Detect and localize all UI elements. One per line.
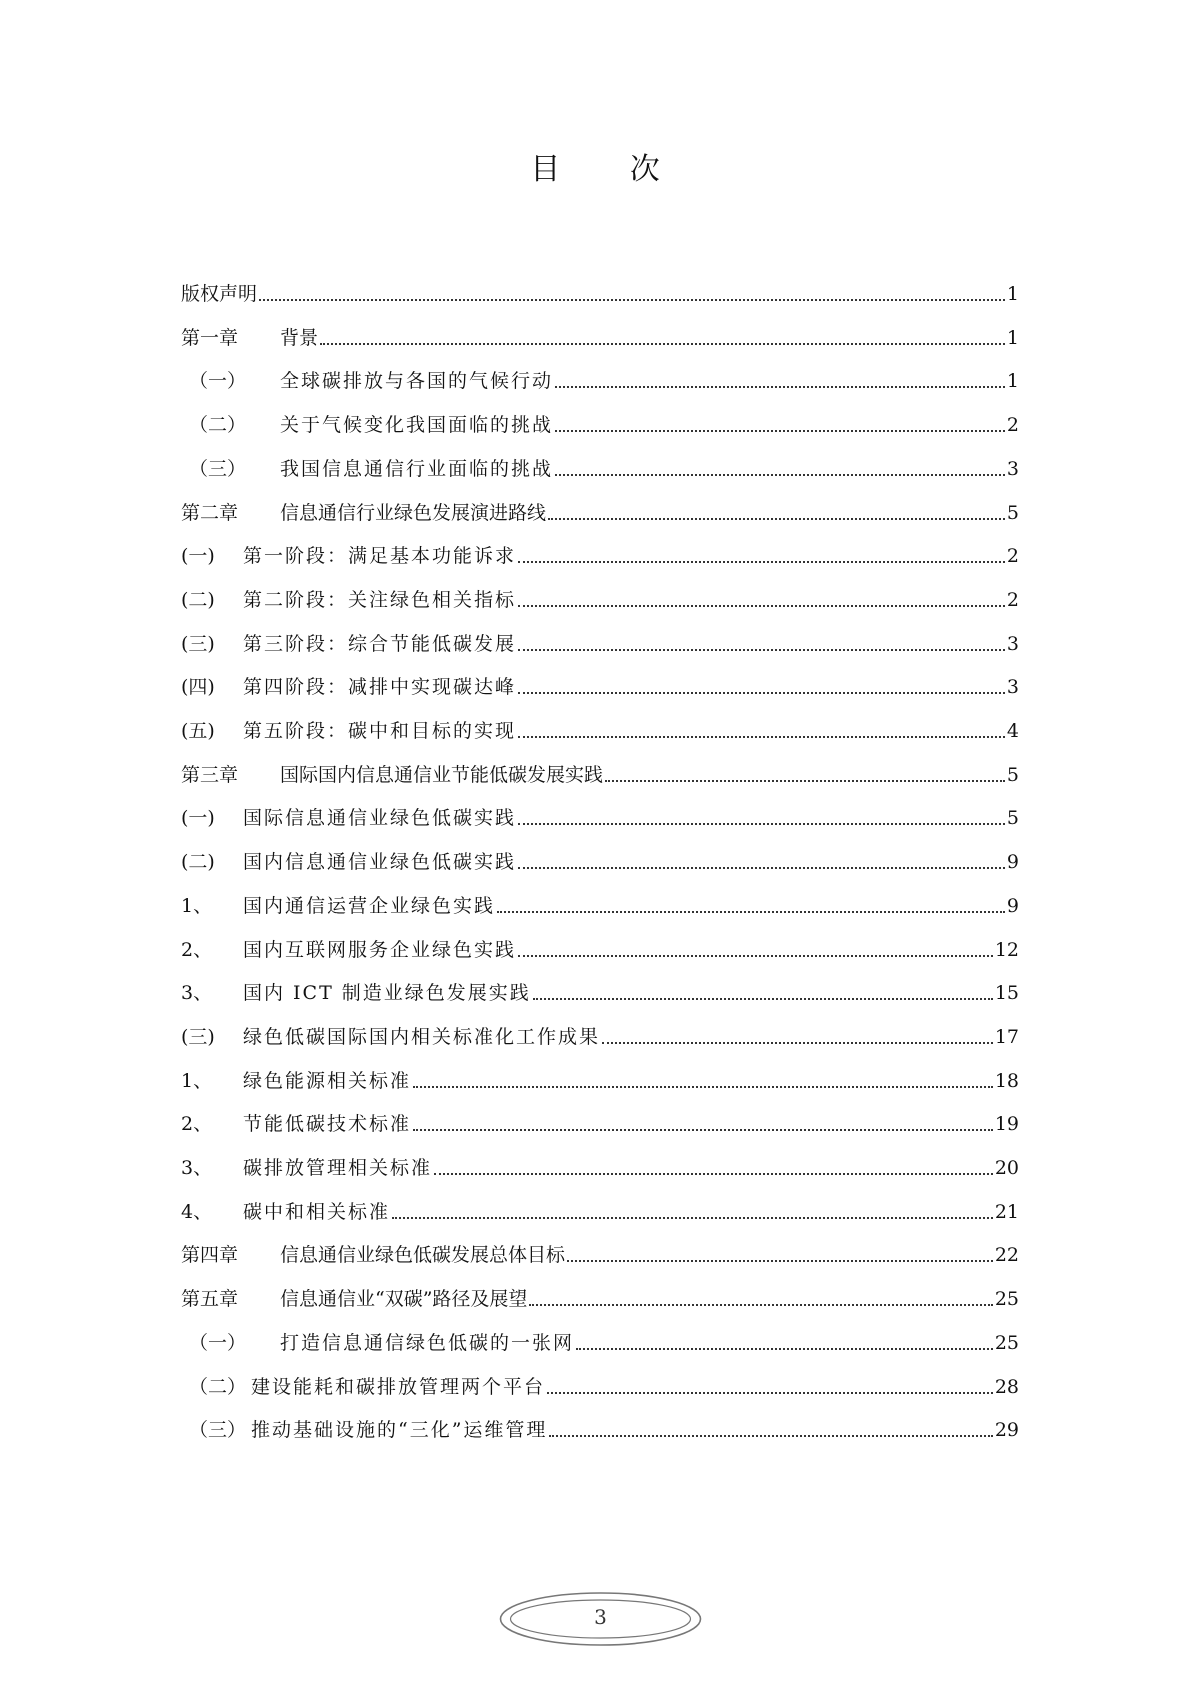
page-number: 3 bbox=[594, 1605, 607, 1629]
toc-leader-dots bbox=[518, 560, 1005, 563]
toc-entry[interactable] bbox=[181, 363, 1019, 393]
toc-entry[interactable] bbox=[181, 495, 1019, 525]
toc-entry-title: 背景 bbox=[280, 326, 319, 349]
toc-entry-number: (二) bbox=[181, 588, 215, 611]
toc-entry-page: 20 bbox=[994, 1157, 1019, 1179]
toc-entry-page: 3 bbox=[1006, 676, 1019, 699]
toc-entry-page: 12 bbox=[994, 938, 1019, 961]
toc-entry-title: 我国信息通信行业面临的挑战 bbox=[280, 457, 554, 480]
toc-entry-title: 第五阶段：碳中和目标的实现 bbox=[243, 720, 517, 742]
toc-entry[interactable] bbox=[181, 975, 1019, 1005]
toc-leader-dots bbox=[533, 997, 993, 1000]
toc-leader-dots bbox=[413, 1085, 993, 1088]
toc-entry-page: 22 bbox=[994, 1244, 1019, 1267]
toc-entry-number: 4、 bbox=[181, 1200, 213, 1223]
toc-entry[interactable] bbox=[181, 932, 1019, 962]
toc-entry[interactable] bbox=[181, 407, 1019, 437]
toc-entry-page: 4 bbox=[1006, 720, 1019, 742]
toc-leader-dots bbox=[518, 822, 1005, 825]
toc-entry[interactable] bbox=[181, 582, 1019, 612]
toc-leader-dots bbox=[497, 910, 1005, 913]
toc-leader-dots bbox=[518, 954, 993, 957]
toc-leader-dots bbox=[518, 735, 1005, 738]
toc-entry-number: 2、 bbox=[181, 938, 213, 961]
toc-entry[interactable] bbox=[181, 1019, 1019, 1049]
toc-entry-title: 碳中和相关标准 bbox=[243, 1200, 391, 1223]
toc-leader-dots bbox=[548, 517, 1005, 520]
toc-leader-dots bbox=[547, 1391, 993, 1394]
toc-entry-page: 1 bbox=[1006, 283, 1019, 305]
toc-entry[interactable] bbox=[181, 1194, 1019, 1224]
toc-entry-number: (四) bbox=[181, 676, 215, 699]
toc-leader-dots bbox=[518, 604, 1005, 607]
toc-entry-number: 第一章 bbox=[181, 326, 239, 349]
toc-entry-page: 1 bbox=[1006, 326, 1019, 349]
toc-entry[interactable] bbox=[181, 451, 1019, 481]
toc-entry-page: 17 bbox=[994, 1025, 1019, 1048]
toc-entry-page: 15 bbox=[994, 982, 1019, 1005]
toc-leader-dots bbox=[413, 1128, 993, 1131]
toc-entry-title: 第三阶段：综合节能低碳发展 bbox=[243, 632, 517, 655]
toc-entry-number: （三） bbox=[189, 457, 247, 480]
toc-entry-page: 2 bbox=[1006, 588, 1019, 611]
toc-entry-number: (一) bbox=[181, 807, 215, 830]
toc-entry-title: 版权声明 bbox=[181, 283, 258, 305]
toc-entry[interactable] bbox=[181, 1281, 1019, 1311]
toc-entry-title: 国内互联网服务企业绿色实践 bbox=[243, 938, 517, 961]
toc-entry[interactable] bbox=[181, 1063, 1019, 1093]
toc-entry[interactable] bbox=[181, 320, 1019, 350]
toc-leader-dots bbox=[434, 1172, 993, 1175]
toc-entry-page: 29 bbox=[994, 1419, 1019, 1442]
toc-entry-page: 25 bbox=[994, 1331, 1019, 1354]
toc-entry[interactable] bbox=[181, 1237, 1019, 1267]
toc-entry-number: 2、 bbox=[181, 1113, 213, 1136]
toc-entry[interactable] bbox=[181, 800, 1019, 830]
toc-entry-number: 3、 bbox=[181, 1157, 213, 1179]
toc-entry[interactable] bbox=[181, 1150, 1019, 1180]
toc-entry[interactable] bbox=[181, 626, 1019, 656]
toc-entry[interactable] bbox=[181, 757, 1019, 787]
toc-entry-page: 3 bbox=[1006, 457, 1019, 480]
toc-entry[interactable] bbox=[181, 888, 1019, 918]
toc-entry[interactable] bbox=[181, 1325, 1019, 1355]
toc-leader-dots bbox=[555, 473, 1005, 476]
toc-entry-title: 国内信息通信业绿色低碳实践 bbox=[243, 851, 517, 874]
toc-entry-title: 国内通信运营企业绿色实践 bbox=[243, 894, 496, 917]
toc-entry-number: 3、 bbox=[181, 982, 213, 1005]
toc-entry-number: (一) bbox=[181, 545, 215, 568]
toc-entry-title: 国际国内信息通信业节能低碳发展实践 bbox=[280, 763, 604, 786]
toc-entry[interactable] bbox=[181, 1369, 1019, 1399]
toc-entry[interactable] bbox=[181, 669, 1019, 699]
toc-entry[interactable] bbox=[181, 844, 1019, 874]
toc-leader-dots bbox=[518, 691, 1005, 694]
toc-entry[interactable] bbox=[181, 276, 1019, 306]
toc-leader-dots bbox=[518, 648, 1005, 651]
toc-entry-title: 国际信息通信业绿色低碳实践 bbox=[243, 807, 517, 830]
toc-entry-page: 3 bbox=[1006, 632, 1019, 655]
toc-entry-number: 第五章 bbox=[181, 1288, 239, 1311]
toc-entry-page: 2 bbox=[1006, 545, 1019, 568]
toc-leader-dots bbox=[576, 1347, 993, 1350]
toc-entry-title: 绿色低碳国际国内相关标准化工作成果 bbox=[243, 1025, 601, 1048]
toc-entry-page: 25 bbox=[994, 1288, 1019, 1311]
toc-entry-page: 2 bbox=[1006, 414, 1019, 437]
toc-entry-title: 信息通信行业绿色发展演进路线 bbox=[280, 501, 547, 524]
toc-entry-page: 18 bbox=[994, 1069, 1019, 1092]
toc-entry[interactable] bbox=[181, 1106, 1019, 1136]
toc-entry-page: 5 bbox=[1006, 501, 1019, 524]
toc-entry-number: (三) bbox=[181, 1025, 215, 1048]
toc-entry-title: 第二阶段：关注绿色相关指标 bbox=[243, 588, 517, 611]
toc-entry-page: 19 bbox=[994, 1113, 1019, 1136]
page-title: 目 次 bbox=[530, 152, 690, 187]
toc-entry-number: (二) bbox=[181, 851, 215, 874]
toc-entry-number: 1、 bbox=[181, 894, 213, 917]
toc-entry-title: 全球碳排放与各国的气候行动 bbox=[280, 370, 554, 393]
toc-entry-number: 1、 bbox=[181, 1069, 213, 1092]
toc-entry-page: 5 bbox=[1006, 763, 1019, 786]
toc-entry-number: 第二章 bbox=[181, 501, 239, 524]
toc-entry-number: 第四章 bbox=[181, 1244, 239, 1267]
toc-entry-title: 推动基础设施的“三化”运维管理 bbox=[251, 1419, 548, 1442]
toc-entry-page: 28 bbox=[994, 1375, 1019, 1398]
toc-entry-number: 第三章 bbox=[181, 763, 239, 786]
toc-entry-page: 1 bbox=[1006, 370, 1019, 393]
toc-entry[interactable] bbox=[181, 713, 1019, 743]
toc-entry-title: 关于气候变化我国面临的挑战 bbox=[280, 414, 554, 437]
toc-entry[interactable] bbox=[181, 1412, 1019, 1442]
toc-leader-dots bbox=[320, 342, 1005, 345]
toc-entry-title: 打造信息通信绿色低碳的一张网 bbox=[280, 1331, 575, 1354]
toc-leader-dots bbox=[259, 298, 1005, 301]
toc-entry-number: （三） bbox=[189, 1419, 247, 1442]
toc-leader-dots bbox=[567, 1259, 993, 1262]
toc-entry-title: 信息通信业绿色低碳发展总体目标 bbox=[280, 1244, 566, 1267]
toc-entry-title: 国内 ICT 制造业绿色发展实践 bbox=[243, 982, 531, 1005]
toc-entry-page: 9 bbox=[1006, 894, 1019, 917]
toc-entry-number: （二） bbox=[189, 1375, 247, 1398]
toc-entry-title: 建设能耗和碳排放管理两个平台 bbox=[251, 1375, 546, 1398]
toc-entry-number: （一） bbox=[189, 370, 247, 393]
toc-entry-page: 9 bbox=[1006, 851, 1019, 874]
toc-entry-number: (三) bbox=[181, 632, 215, 655]
toc-entry-page: 5 bbox=[1006, 807, 1019, 830]
toc-entry-title: 第四阶段：减排中实现碳达峰 bbox=[243, 676, 517, 699]
toc-leader-dots bbox=[555, 429, 1005, 432]
toc-leader-dots bbox=[518, 866, 1005, 869]
toc-entry-page: 21 bbox=[994, 1200, 1019, 1223]
toc-entry-title: 绿色能源相关标准 bbox=[243, 1069, 412, 1092]
toc-entry[interactable] bbox=[181, 538, 1019, 568]
toc-entry-title: 节能低碳技术标准 bbox=[243, 1113, 412, 1136]
toc-entry-title: 信息通信业“双碳”路径及展望 bbox=[280, 1288, 528, 1311]
toc-entry-title: 第一阶段：满足基本功能诉求 bbox=[243, 545, 517, 568]
toc-leader-dots bbox=[555, 385, 1005, 388]
toc-leader-dots bbox=[605, 779, 1005, 782]
toc-leader-dots bbox=[602, 1041, 993, 1044]
toc-leader-dots bbox=[529, 1303, 992, 1306]
toc-entry-title: 碳排放管理相关标准 bbox=[243, 1157, 433, 1179]
toc-leader-dots bbox=[392, 1216, 993, 1219]
toc-leader-dots bbox=[549, 1434, 992, 1437]
toc-entry-number: (五) bbox=[181, 720, 215, 742]
toc-entry-number: （一） bbox=[189, 1331, 247, 1354]
toc-entry-number: （二） bbox=[189, 414, 247, 437]
